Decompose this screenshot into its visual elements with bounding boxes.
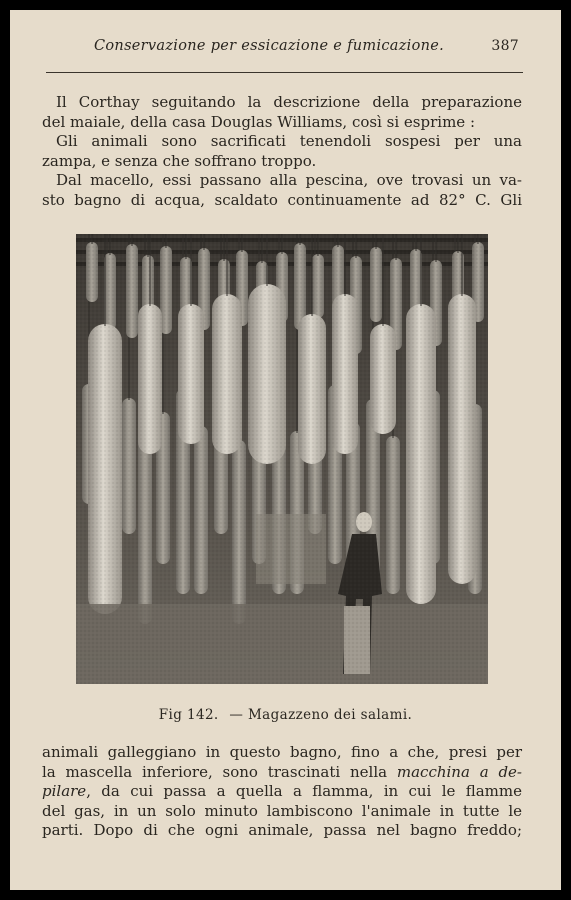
photo-illustration — [76, 234, 488, 684]
figure-photo-salami-warehouse — [76, 234, 488, 684]
book-page — [10, 10, 561, 890]
italic-text: macchina a de- — [396, 762, 522, 781]
page-number: 387 — [491, 38, 519, 54]
text-line: animali galleggiano in questo bagno, fino a che, presi per — [42, 743, 522, 761]
text-line: del maiale, della casa Douglas Williams, così si esprime : — [42, 112, 475, 131]
figure-caption — [10, 707, 561, 723]
text-line: Dal macello, essi passano alla pescina, ove trovasi un va- — [56, 171, 522, 189]
running-head — [46, 38, 519, 60]
running-head-title: Conservazione per essicazione e fumicazione. — [94, 38, 445, 54]
text-line: la mascella inferiore, sono trascinati nella macchina a de- — [42, 762, 522, 781]
header-rule — [46, 72, 523, 73]
paragraph-3 — [42, 171, 522, 210]
figure-label: Fig 142. — [158, 707, 219, 723]
text-line: sto bagno di acqua, scaldato continuamente ad 82° C. Gli — [42, 190, 522, 209]
text-line: zampa, e senza che soffrano troppo. — [42, 151, 317, 170]
text-line: Gli animali sono sacrificati tenendoli sospesi per una — [56, 132, 522, 150]
text-line: Il Corthay seguitando la descrizione della preparazione — [56, 93, 522, 111]
text-line: pilare, da cui passa a quella a flamma, in cui le flamme — [42, 782, 522, 801]
caption-text: Magazzeno dei salami. — [247, 707, 413, 723]
text-line: parti. Dopo di che ogni animale, passa nel bagno freddo; — [42, 821, 522, 840]
paragraph-4 — [42, 743, 522, 841]
italic-text: pilare — [42, 782, 87, 801]
paragraph-1 — [42, 93, 522, 132]
text-line: del gas, in un solo minuto lambiscono l'animale in tutte le — [42, 801, 522, 820]
caption-separator: — — [229, 707, 244, 723]
paragraph-2 — [42, 132, 522, 171]
